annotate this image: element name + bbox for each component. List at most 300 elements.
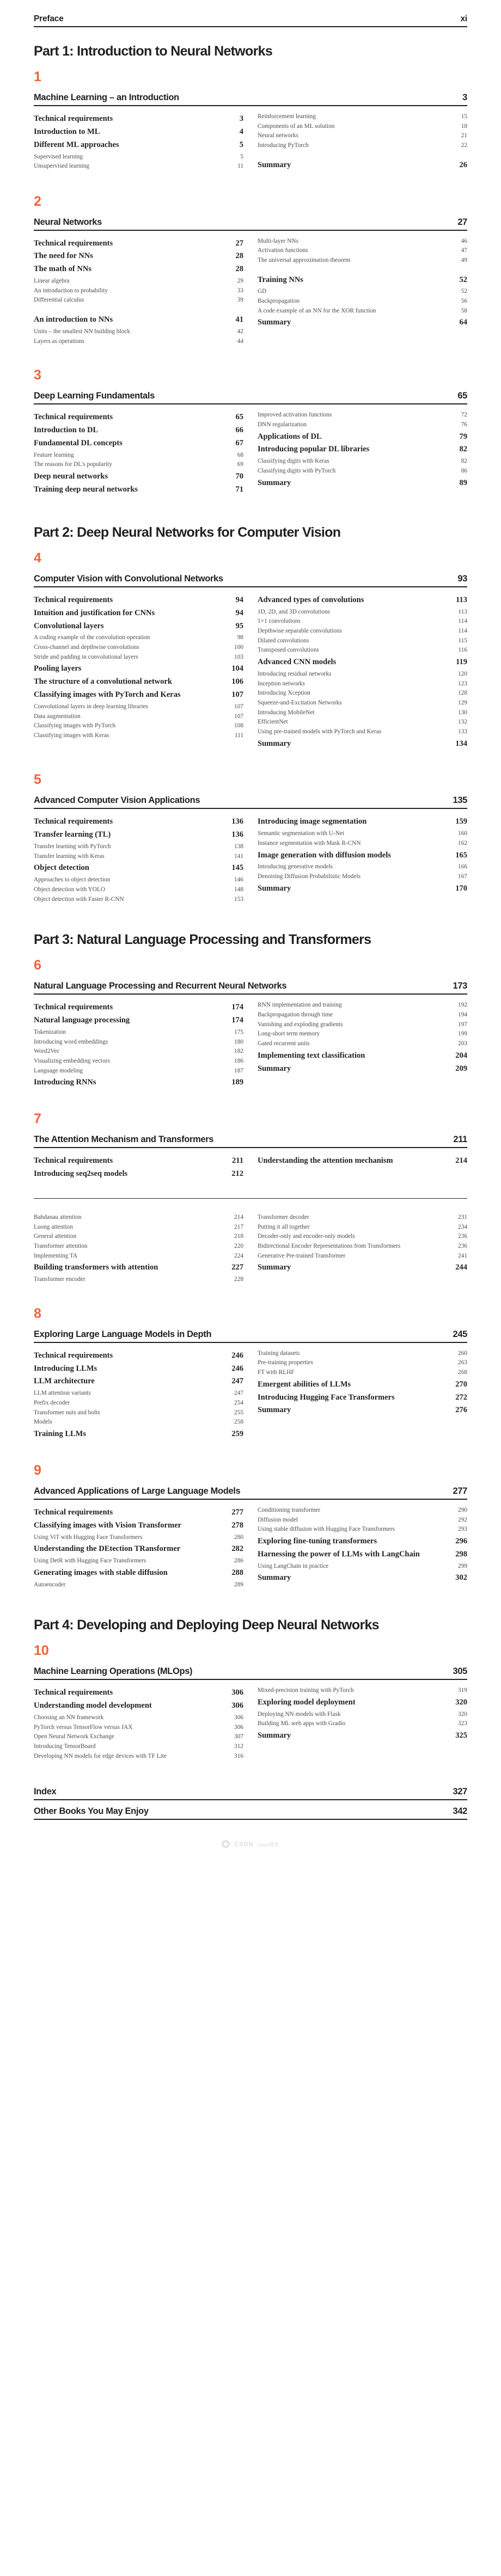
entry-label: Generating images with stable diffusion — [34, 1568, 168, 1577]
toc-subsection-entry[interactable] — [258, 287, 467, 296]
entry-column-left — [34, 814, 243, 905]
toc-section-entry[interactable] — [258, 1697, 467, 1708]
toc-subsection-entry[interactable] — [258, 1252, 467, 1260]
toc-subsection-entry[interactable] — [258, 680, 467, 688]
entry-page-number: 94 — [235, 608, 243, 617]
entry-page-number: 224 — [234, 1252, 243, 1259]
chapter-heading-row[interactable] — [34, 574, 467, 586]
entry-label: Semantic segmentation with U-Net — [258, 830, 345, 837]
entry-page-number: 246 — [231, 1364, 243, 1373]
toc-subsection-entry[interactable] — [258, 457, 467, 465]
toc-section-entry[interactable] — [34, 1156, 243, 1166]
watermark-text: CSDN — [234, 1841, 254, 1848]
toc-subsection-entry[interactable] — [34, 1714, 243, 1722]
toc-subsection-entry[interactable] — [34, 1275, 243, 1284]
toc-section-entry[interactable] — [258, 160, 467, 170]
toc-section-entry[interactable] — [258, 739, 467, 749]
toc-section-entry[interactable] — [34, 238, 243, 249]
toc-section-entry[interactable] — [34, 1520, 243, 1531]
toc-subsection-entry[interactable] — [258, 1232, 467, 1241]
toc-section-entry[interactable] — [258, 444, 467, 455]
chapter-title: Advanced Computer Vision Applications — [34, 795, 200, 806]
toc-subsection-entry[interactable] — [34, 1557, 243, 1565]
entry-page-number: 113 — [456, 595, 467, 604]
chapter-heading-block — [34, 1134, 467, 1148]
page-break-divider — [34, 1198, 467, 1199]
toc-subsection-entry[interactable] — [258, 1242, 467, 1250]
entry-label: Models — [34, 1419, 52, 1426]
entry-label: Stride and padding in convolutional layers — [34, 653, 138, 660]
toc-section-entry[interactable] — [258, 478, 467, 488]
entry-spacer — [258, 151, 467, 157]
entry-label: The reasons for DL's popularity — [34, 461, 112, 468]
toc-section-entry[interactable] — [34, 1701, 243, 1711]
toc-section-entry[interactable] — [34, 1544, 243, 1554]
toc-subsection-entry[interactable] — [34, 703, 243, 711]
toc-subsection-entry[interactable] — [34, 1242, 243, 1250]
chapter-heading-row[interactable] — [34, 391, 467, 403]
entry-label: Harnessing the power of LLMs with LangChain — [258, 1549, 420, 1559]
entry-label: Introducing image segmentation — [258, 817, 367, 826]
toc-section-entry[interactable] — [34, 1077, 243, 1088]
entry-page-number: 113 — [458, 608, 467, 615]
toc-subsection-entry[interactable] — [258, 307, 467, 315]
entry-label: Training NNs — [258, 275, 303, 284]
entry-label: A code example of an NN for the XOR function — [258, 307, 376, 314]
entry-page-number: 254 — [234, 1399, 243, 1406]
toc-section-entry[interactable] — [34, 817, 243, 827]
entry-page-number: 320 — [455, 1697, 467, 1707]
entry-page-number: 307 — [234, 1733, 243, 1740]
toc-subsection-entry[interactable] — [258, 1040, 467, 1048]
toc-subsection-entry[interactable] — [258, 1223, 467, 1231]
chapter-title: Machine Learning Operations (MLOps) — [34, 1666, 193, 1677]
toc-section-entry[interactable] — [34, 1002, 243, 1013]
toc-subsection-entry[interactable] — [258, 256, 467, 265]
entry-page-number: 241 — [458, 1252, 467, 1259]
toc-subsection-entry[interactable] — [34, 653, 243, 661]
toc-subsection-entry[interactable] — [258, 1516, 467, 1524]
entry-label: Bahdanau attention — [34, 1213, 82, 1220]
entry-label: Open Neural Network Exchange — [34, 1733, 114, 1740]
toc-subsection-entry[interactable] — [34, 1252, 243, 1260]
entry-label: Summary — [258, 478, 291, 487]
toc-subsection-entry[interactable] — [34, 1223, 243, 1231]
toc-subsection-entry[interactable] — [34, 1067, 243, 1075]
toc-subsection-entry[interactable] — [258, 467, 467, 475]
entry-label: Natural language processing — [34, 1016, 130, 1025]
entry-page-number: 302 — [455, 1573, 467, 1583]
entry-label: Using LangChain in practice — [258, 1562, 329, 1569]
toc-section-entry[interactable] — [258, 884, 467, 894]
toc-subsection-entry[interactable] — [34, 886, 243, 894]
toc-subsection-entry[interactable] — [34, 162, 243, 170]
toc-section-entry[interactable] — [34, 1376, 243, 1387]
entry-label: Developing NN models for edge devices with TF Lite — [34, 1752, 167, 1759]
entry-label: Technical requirements — [34, 1688, 113, 1697]
entry-page-number: 133 — [458, 728, 467, 735]
entry-label: Reinforcement learning — [258, 113, 316, 120]
toc-subsection-entry[interactable] — [258, 709, 467, 717]
chapter-page-number: 135 — [453, 795, 467, 806]
toc-section-entry[interactable] — [258, 817, 467, 827]
chapter-title: Neural Networks — [34, 217, 102, 227]
entry-label: Using ViT with Hugging Face Transformers — [34, 1534, 143, 1541]
toc-section-entry[interactable] — [34, 127, 243, 137]
entry-page-number: 79 — [459, 432, 467, 441]
entry-page-number: 236 — [458, 1233, 467, 1240]
entry-label: Understanding the attention mechanism — [258, 1156, 393, 1166]
toc-subsection-entry[interactable] — [34, 1057, 243, 1065]
entry-page-number: 175 — [234, 1029, 243, 1035]
entry-page-number: 165 — [455, 850, 467, 860]
entry-label: Classifying images with Vision Transformer — [34, 1520, 181, 1530]
back-matter-row[interactable] — [34, 1806, 467, 1819]
chapter-heading-row[interactable] — [34, 1666, 467, 1679]
toc-subsection-entry[interactable] — [258, 637, 467, 645]
toc-subsection-entry[interactable] — [34, 1733, 243, 1741]
toc-subsection-entry[interactable] — [258, 873, 467, 881]
entry-page-number: 18 — [461, 122, 467, 130]
toc-section-entry[interactable] — [34, 1015, 243, 1026]
toc-subsection-entry[interactable] — [258, 617, 467, 625]
toc-subsection-entry[interactable] — [34, 1232, 243, 1241]
toc-section-entry[interactable] — [258, 432, 467, 442]
toc-section-entry[interactable] — [34, 114, 243, 124]
chapter-page-number: 211 — [453, 1134, 467, 1145]
toc-subsection-entry[interactable] — [34, 1409, 243, 1417]
chapter-title: Natural Language Processing and Recurrent Neural Networks — [34, 981, 287, 991]
entry-column-right — [258, 1212, 467, 1275]
toc-subsection-entry[interactable] — [258, 1350, 467, 1358]
toc-subsection-entry[interactable] — [258, 1506, 467, 1514]
toc-section-entry[interactable] — [34, 863, 243, 873]
chapter-heading-row[interactable] — [34, 1134, 467, 1147]
toc-section-entry[interactable] — [34, 830, 243, 840]
chapter-heading-row[interactable] — [34, 93, 467, 105]
entry-page-number: 246 — [231, 1351, 243, 1360]
entry-label: Object detection with YOLO — [34, 886, 106, 893]
toc-subsection-entry[interactable] — [258, 718, 467, 726]
toc-section-entry[interactable] — [34, 251, 243, 261]
chapter-number: 9 — [34, 1462, 41, 1478]
entry-page-number: 42 — [237, 328, 243, 335]
toc-subsection-entry[interactable] — [258, 728, 467, 736]
toc-section-entry[interactable] — [34, 1507, 243, 1518]
toc-subsection-entry[interactable] — [258, 863, 467, 871]
toc-section-entry[interactable] — [258, 595, 467, 605]
toc-subsection-entry[interactable] — [258, 1213, 467, 1222]
back-matter-label: Other Books You May Enjoy — [34, 1806, 149, 1817]
entry-page-number: 174 — [231, 1003, 243, 1012]
chapter-heading-row[interactable] — [34, 1486, 467, 1499]
chapter-page-number: 65 — [457, 391, 467, 401]
toc-subsection-entry[interactable] — [258, 699, 467, 707]
toc-subsection-entry[interactable] — [34, 722, 243, 730]
toc-section-entry[interactable] — [34, 595, 243, 605]
chapter-title: Deep Learning Fundamentals — [34, 391, 155, 401]
toc-section-entry[interactable] — [258, 1549, 467, 1560]
entry-label: Word2Vec — [34, 1048, 60, 1055]
toc-section-entry[interactable] — [34, 1351, 243, 1361]
entry-page-number: 116 — [458, 647, 467, 654]
toc-section-entry[interactable] — [34, 664, 243, 674]
entry-label: Transformer decoder — [258, 1213, 309, 1220]
chapter-spacer — [34, 1590, 467, 1601]
toc-section-entry[interactable] — [258, 657, 467, 667]
toc-subsection-entry[interactable] — [258, 1369, 467, 1377]
entry-label: Inception networks — [258, 680, 305, 687]
toc-section-entry[interactable] — [258, 1573, 467, 1583]
toc-subsection-entry[interactable] — [258, 1720, 467, 1728]
toc-subsection-entry[interactable] — [258, 113, 467, 121]
entry-page-number: 49 — [461, 256, 467, 263]
entry-page-number: 104 — [231, 664, 243, 673]
entry-page-number: 129 — [458, 699, 467, 706]
toc-subsection-entry[interactable] — [34, 713, 243, 721]
entry-page-number: 98 — [237, 634, 243, 641]
toc-subsection-entry[interactable] — [258, 646, 467, 654]
toc-subsection-entry[interactable] — [258, 1710, 467, 1719]
entry-page-number: 130 — [458, 709, 467, 716]
toc-section-entry[interactable] — [34, 315, 243, 325]
entry-page-number: 306 — [231, 1688, 243, 1697]
toc-subsection-entry[interactable] — [258, 1686, 467, 1695]
toc-subsection-entry[interactable] — [34, 732, 243, 740]
toc-section-entry[interactable] — [258, 850, 467, 861]
toc-section-entry[interactable] — [34, 690, 243, 700]
toc-subsection-entry[interactable] — [34, 1534, 243, 1542]
entry-page-number: 107 — [234, 713, 243, 720]
toc-subsection-entry[interactable] — [34, 876, 243, 884]
toc-subsection-entry[interactable] — [258, 670, 467, 678]
toc-section-entry[interactable] — [258, 1536, 467, 1547]
toc-subsection-entry[interactable] — [258, 1359, 467, 1367]
toc-section-entry[interactable] — [258, 275, 467, 285]
toc-subsection-entry[interactable] — [34, 852, 243, 861]
entry-label: Summary — [258, 160, 291, 169]
toc-subsection-entry[interactable] — [258, 237, 467, 246]
entry-label: Technical requirements — [34, 1003, 113, 1012]
toc-subsection-entry[interactable] — [34, 1418, 243, 1426]
entry-column-right — [258, 592, 467, 752]
toc-subsection-entry[interactable] — [258, 627, 467, 635]
entry-label: An introduction to NNs — [34, 315, 113, 324]
toc-subsection-entry[interactable] — [34, 338, 243, 346]
entry-page-number: 28 — [235, 265, 243, 274]
toc-subsection-entry[interactable] — [34, 451, 243, 459]
toc-subsection-entry[interactable] — [34, 1752, 243, 1761]
chapter-spacer — [34, 498, 467, 508]
toc-subsection-entry[interactable] — [258, 132, 467, 140]
entry-label: Technical requirements — [34, 1351, 113, 1360]
entry-column-right — [258, 1153, 467, 1169]
toc-section-entry[interactable] — [34, 438, 243, 449]
toc-section-entry[interactable] — [34, 1568, 243, 1578]
toc-section-entry[interactable] — [258, 1405, 467, 1415]
toc-section-entry[interactable] — [34, 1429, 243, 1439]
entry-label: Long-short term memory — [258, 1031, 320, 1038]
entry-page-number: 27 — [235, 238, 243, 248]
entry-page-number: 21 — [461, 132, 467, 139]
toc-subsection-entry[interactable] — [34, 1399, 243, 1407]
entry-page-number: 319 — [458, 1687, 467, 1694]
chapter-heading-row[interactable] — [34, 981, 467, 993]
toc-section-entry[interactable] — [258, 1262, 467, 1273]
toc-subsection-entry[interactable] — [258, 1021, 467, 1029]
entry-page-number: 263 — [458, 1359, 467, 1366]
toc-subsection-entry[interactable] — [258, 1011, 467, 1019]
toc-section-entry[interactable] — [34, 425, 243, 436]
toc-subsection-entry[interactable] — [34, 1213, 243, 1222]
toc-section-entry[interactable] — [258, 1051, 467, 1061]
entry-label: RNN implementation and training — [258, 1002, 342, 1009]
entry-page-number: 153 — [234, 896, 243, 903]
toc-section-entry[interactable] — [34, 1364, 243, 1374]
toc-subsection-entry[interactable] — [258, 1562, 467, 1571]
entry-label: Deep neural networks — [34, 472, 108, 481]
toc-subsection-entry[interactable] — [34, 896, 243, 904]
toc-subsection-entry[interactable] — [258, 839, 467, 848]
entry-label: Exploring model deployment — [258, 1697, 356, 1707]
toc-subsection-entry[interactable] — [34, 328, 243, 336]
toc-subsection-entry[interactable] — [34, 296, 243, 304]
entry-label: Data augmentation — [34, 713, 81, 720]
entry-page-number: 209 — [455, 1064, 467, 1073]
entry-page-number: 4 — [239, 127, 243, 136]
toc-section-entry[interactable] — [258, 1156, 467, 1166]
toc-subsection-entry[interactable] — [258, 608, 467, 616]
entry-page-number: 66 — [235, 426, 243, 435]
entry-label: Squeeze-and-Excitation Networks — [258, 699, 342, 706]
chapter-number: 2 — [34, 193, 41, 209]
toc-section-entry[interactable] — [34, 140, 243, 150]
chapter-number: 5 — [34, 772, 41, 788]
back-matter-row[interactable] — [34, 1787, 467, 1799]
entry-label: Backpropagation — [258, 298, 300, 305]
entry-page-number: 174 — [231, 1016, 243, 1025]
toc-section-entry[interactable] — [258, 1379, 467, 1390]
chapter-divider — [34, 993, 467, 995]
toc-subsection-entry[interactable] — [34, 1389, 243, 1397]
entry-label: Building ML web apps with Gradio — [258, 1720, 346, 1727]
entry-label: Training deep neural networks — [34, 484, 138, 494]
toc-section-entry[interactable] — [258, 1064, 467, 1074]
back-matter-spacer — [34, 1800, 467, 1806]
entry-column-right — [258, 236, 467, 331]
toc-subsection-entry[interactable] — [34, 461, 243, 469]
entry-label: An introduction to probability — [34, 287, 108, 294]
entry-page-number: 306 — [234, 1714, 243, 1721]
toc-section-entry[interactable] — [34, 471, 243, 482]
toc-section-entry[interactable] — [34, 1262, 243, 1273]
chapter-heading-block — [34, 981, 467, 995]
toc-subsection-entry[interactable] — [258, 122, 467, 131]
toc-subsection-entry[interactable] — [34, 1581, 243, 1589]
entry-page-number: 187 — [234, 1067, 243, 1074]
entry-label: Applications of DL — [258, 432, 322, 441]
toc-section-entry[interactable] — [34, 1688, 243, 1698]
toc-subsection-entry[interactable] — [258, 247, 467, 255]
toc-subsection-entry[interactable] — [34, 287, 243, 295]
front-matter-row[interactable] — [34, 14, 467, 26]
toc-section-entry[interactable] — [258, 317, 467, 328]
toc-subsection-entry[interactable] — [258, 421, 467, 429]
chapter-divider — [34, 1147, 467, 1148]
toc-subsection-entry[interactable] — [258, 411, 467, 419]
toc-section-entry[interactable] — [258, 1731, 467, 1741]
chapter-heading-row[interactable] — [34, 795, 467, 808]
entry-label: Image generation with diffusion models — [258, 850, 391, 860]
toc-subsection-entry[interactable] — [34, 643, 243, 652]
toc-subsection-entry[interactable] — [258, 1030, 467, 1038]
back-matter-page: 327 — [453, 1787, 467, 1797]
toc-subsection-entry[interactable] — [34, 1028, 243, 1036]
chapter-heading-row[interactable] — [34, 1329, 467, 1342]
toc-subsection-entry[interactable] — [258, 1001, 467, 1009]
entry-label: Unsupervised learning — [34, 163, 89, 170]
toc-subsection-entry[interactable] — [258, 1525, 467, 1534]
entry-page-number: 270 — [455, 1379, 467, 1389]
entry-label: Feature learning — [34, 451, 74, 458]
entry-column-left — [34, 592, 243, 741]
toc-section-entry[interactable] — [34, 264, 243, 274]
entry-column-right — [258, 814, 467, 896]
toc-section-entry[interactable] — [258, 1393, 467, 1403]
entry-page-number: 228 — [234, 1276, 243, 1283]
entry-page-number: 293 — [458, 1526, 467, 1533]
chapter-number: 7 — [34, 1111, 41, 1127]
toc-section-entry[interactable] — [34, 621, 243, 631]
chapter-heading-block — [34, 1486, 467, 1500]
entry-column-left — [34, 999, 243, 1090]
entry-label: Using pre-trained models with PyTorch and Keras — [258, 728, 381, 735]
entry-label: Training datasets — [258, 1350, 300, 1357]
toc-subsection-entry[interactable] — [258, 297, 467, 305]
entry-page-number: 244 — [455, 1263, 467, 1272]
entry-label: Object detection with Faster R-CNN — [34, 896, 124, 903]
toc-section-entry[interactable] — [34, 412, 243, 422]
entry-label: Implementing text classification — [258, 1051, 365, 1060]
toc-section-entry[interactable] — [34, 677, 243, 687]
entry-label: Introducing Xception — [258, 690, 310, 697]
toc-subsection-entry[interactable] — [34, 277, 243, 285]
entry-label: Diffusion model — [258, 1516, 298, 1523]
toc-subsection-entry[interactable] — [34, 843, 243, 851]
back-matter-label: Index — [34, 1787, 57, 1797]
chapter-number: 1 — [34, 69, 41, 84]
entry-page-number: 94 — [235, 595, 243, 604]
entry-label: Mixed-precision training with PyTorch — [258, 1687, 354, 1694]
entry-page-number: 39 — [237, 297, 243, 304]
toc-section-entry[interactable] — [34, 484, 243, 495]
toc-subsection-entry[interactable] — [34, 1743, 243, 1751]
chapter-heading-row[interactable] — [34, 217, 467, 230]
chapter-page-number: 305 — [453, 1666, 467, 1677]
chapter-page-number: 93 — [457, 573, 467, 584]
toc-section-entry[interactable] — [34, 608, 243, 618]
entry-label: Neural networks — [258, 132, 298, 139]
toc-subsection-entry[interactable] — [34, 634, 243, 642]
toc-subsection-entry[interactable] — [258, 689, 467, 697]
toc-subsection-entry[interactable] — [258, 142, 467, 150]
toc-subsection-entry[interactable] — [34, 1038, 243, 1046]
toc-subsection-entry[interactable] — [34, 1047, 243, 1056]
toc-subsection-entry[interactable] — [34, 1724, 243, 1732]
toc-subsection-entry[interactable] — [258, 830, 467, 838]
toc-section-entry[interactable] — [34, 1169, 243, 1179]
toc-subsection-entry[interactable] — [34, 153, 243, 161]
